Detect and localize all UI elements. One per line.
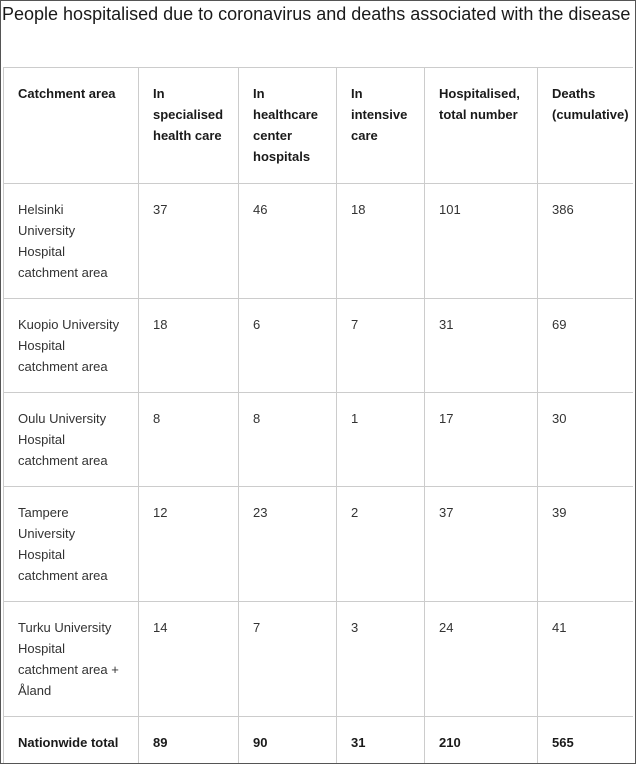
column-header-intensive-care: In intensive care: [337, 68, 425, 184]
healthcare-center-cell: 6: [239, 299, 337, 393]
total-deaths-cell: 565: [538, 717, 634, 764]
specialised-care-cell: 8: [139, 393, 239, 487]
column-header-hospitalised-total: Hospitalised, total number: [425, 68, 538, 184]
catchment-area-cell: Oulu University Hospital catchment area: [4, 393, 139, 487]
deaths-cell: 30: [538, 393, 634, 487]
total-label-cell: Nationwide total: [4, 717, 139, 764]
column-header-deaths: [538, 68, 634, 184]
hospitalised-total-cell: 17: [425, 393, 538, 487]
hospitalised-total-cell: 24: [425, 602, 538, 717]
healthcare-center-cell: 46: [239, 184, 337, 299]
table-row: [4, 487, 634, 602]
deaths-cell: 39: [538, 487, 634, 602]
deaths-header-label: Deaths (cumulative): [552, 86, 629, 122]
specialised-care-cell: 18: [139, 299, 239, 393]
total-intensive-care-cell: 31: [337, 717, 425, 764]
table-row: [4, 393, 634, 487]
intensive-care-cell: 1: [337, 393, 425, 487]
deaths-cell: 69: [538, 299, 634, 393]
total-specialised-care-cell: 89: [139, 717, 239, 764]
total-healthcare-center-cell: 90: [239, 717, 337, 764]
hospitalised-total-cell: 101: [425, 184, 538, 299]
intensive-care-cell: 3: [337, 602, 425, 717]
total-hospitalised-cell: 210: [425, 717, 538, 764]
column-header-specialised-care: In specialised health care: [139, 68, 239, 184]
healthcare-center-cell: 7: [239, 602, 337, 717]
specialised-care-cell: 14: [139, 602, 239, 717]
deaths-cell: 41: [538, 602, 634, 717]
healthcare-center-cell: 8: [239, 393, 337, 487]
table-row: [4, 602, 634, 717]
catchment-area-cell: Helsinki University Hospital catchment area: [4, 184, 139, 299]
intensive-care-cell: 2: [337, 487, 425, 602]
table-container: [3, 67, 633, 764]
specialised-care-cell: 12: [139, 487, 239, 602]
table-row: [4, 299, 634, 393]
column-header-healthcare-center: In healthcare center hospitals: [239, 68, 337, 184]
deaths-cell: 386: [538, 184, 634, 299]
table-row: [4, 184, 634, 299]
hospitalised-total-cell: 31: [425, 299, 538, 393]
intensive-care-cell: 18: [337, 184, 425, 299]
specialised-care-cell: 37: [139, 184, 239, 299]
hospitalised-total-cell: 37: [425, 487, 538, 602]
catchment-area-cell: Kuopio University Hospital catchment area: [4, 299, 139, 393]
table-caption: People hospitalised due to coronavirus and deaths associated with the disease: [2, 4, 631, 24]
column-header-catchment-area: Catchment area: [4, 68, 139, 184]
header-row: [4, 68, 634, 184]
healthcare-center-cell: 23: [239, 487, 337, 602]
catchment-area-cell: Turku University Hospital catchment area + Åland: [4, 602, 139, 717]
catchment-area-cell: Tampere University Hospital catchment area: [4, 487, 139, 602]
total-row: [4, 717, 634, 764]
intensive-care-cell: 7: [337, 299, 425, 393]
hospitalisation-table: [3, 67, 633, 764]
